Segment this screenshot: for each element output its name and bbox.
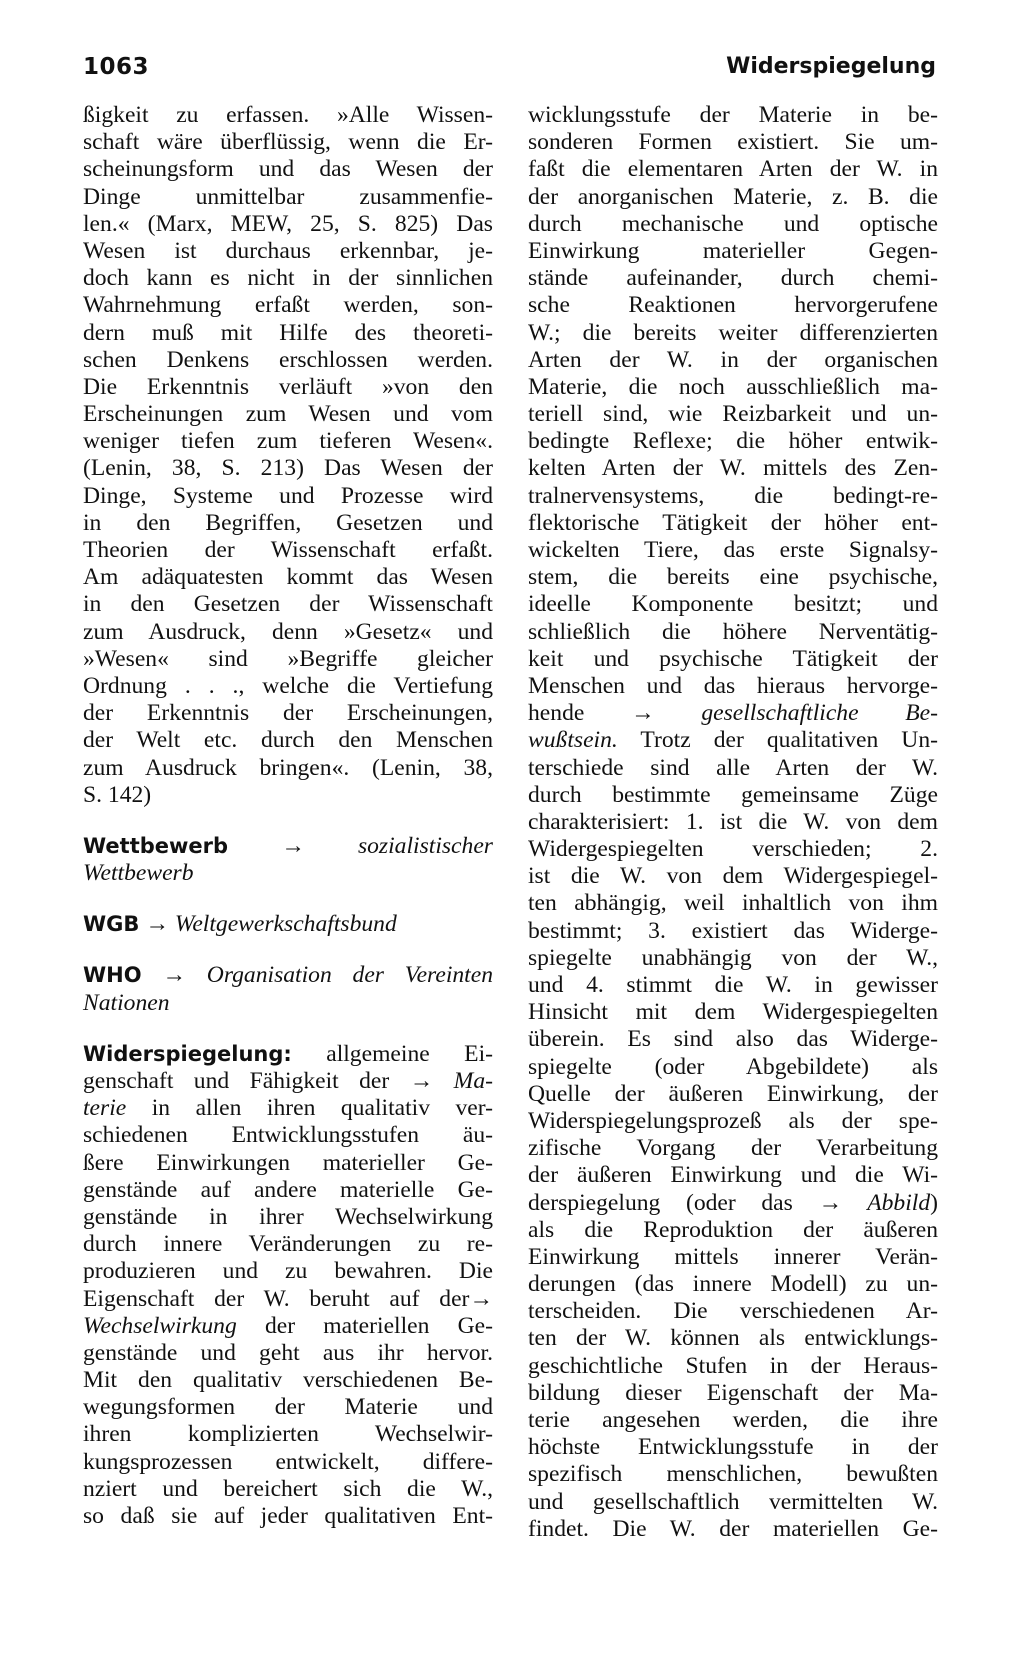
text-line: terscheiden. Die verschiedenen Ar-	[528, 1298, 938, 1325]
text-line: Am adäquatesten kommt das Wesen	[83, 564, 493, 591]
text-line: kungsprozessen entwickelt, differe-	[83, 1448, 493, 1475]
text-line: schiedenen Entwicklungsstufen äu-	[83, 1122, 493, 1149]
text-line: Theorien der Wissenschaft erfaßt.	[83, 537, 493, 563]
entry-widerspiegelung	[83, 1041, 493, 1530]
text-line: (Lenin, 38, S. 213) Das Wesen der	[83, 455, 493, 482]
text-line: terschiede sind alle Arten der W.	[528, 754, 938, 781]
text-line: stände aufeinander, durch chemi-	[528, 265, 938, 292]
arrow-icon: →	[631, 700, 655, 727]
text-line: Einwirkung mittels innerer Verän-	[528, 1243, 938, 1270]
text-line: in den Gesetzen der Wissenschaft	[83, 591, 493, 618]
text-line: ist die W. von dem Widergespiegel-	[528, 863, 938, 890]
cross-reference: Organisation der Vereinten	[206, 962, 493, 989]
text-line: durch bestimmte gemeinsame Züge	[528, 781, 938, 808]
entry-keyword: WHO	[83, 963, 142, 988]
arrow-icon: →	[409, 1068, 434, 1094]
text-line: Mit den qualitativ verschiedenen Be-	[83, 1367, 493, 1394]
text-line: nziert und bereichert sich die W.,	[83, 1475, 493, 1502]
text-line: allgemeine Ei-	[291, 1040, 493, 1067]
text-line: spiegelte unabhängig von der W.,	[528, 944, 938, 971]
cross-reference: wußtsein.	[528, 727, 618, 754]
cross-reference: Weltgewerkschaftsbund	[174, 911, 397, 938]
text-line: W.; die bereits weiter differenzierten	[528, 319, 938, 346]
text-line: ideelle Komponente besitzt; und	[528, 591, 938, 618]
text-line: und gesellschaftlich vermittelten W.	[528, 1488, 938, 1515]
arrow-icon: →	[281, 832, 305, 859]
cross-reference: Wechselwirkung	[83, 1312, 237, 1339]
text-line: zifische Vorgang der Verarbeitung	[528, 1135, 938, 1162]
entry-who	[83, 962, 493, 1016]
cross-reference: Ma-	[433, 1068, 493, 1094]
text-line: durch innere Veränderungen zu re-	[83, 1231, 493, 1258]
text-line: Arten der W. in der organischen	[528, 346, 938, 373]
text-line: Widergespiegelten verschieden; 2.	[528, 836, 938, 863]
text-line: ßere Einwirkungen materieller Ge-	[83, 1149, 493, 1176]
text-line: Dinge, Systeme und Prozesse wird	[83, 482, 493, 509]
text-line: schaft wäre überflüssig, wenn die Er-	[83, 129, 493, 156]
cross-reference: Wettbewerb	[83, 860, 194, 887]
text-line: Erscheinungen zum Wesen und vom	[83, 401, 493, 428]
cross-reference: gesellschaftliche Be-	[654, 700, 938, 727]
text-line: bildung dieser Eigenschaft der Ma-	[528, 1379, 938, 1406]
text-line: findet. Die W. der materiellen Ge-	[528, 1515, 938, 1542]
text-line: spezifisch menschlichen, bewußten	[528, 1461, 938, 1488]
text-line: bedingte Reflexe; die höher entwik-	[528, 428, 938, 455]
continuation-paragraph	[83, 102, 493, 809]
text-line: tralnervensystems, die bedingt-re-	[528, 482, 938, 509]
text-line: in den Begriffen, Gesetzen und	[83, 509, 493, 536]
running-head: Widerspiegelung	[726, 54, 936, 79]
text-line: derspiegelung (oder das	[528, 1189, 819, 1216]
text-line: spiegelte (oder Abgebildete) als	[528, 1053, 938, 1080]
text-line: Quelle der äußeren Einwirkung, der	[528, 1080, 938, 1107]
entry-keyword: WGB	[83, 912, 140, 937]
text-line: hende	[528, 700, 632, 727]
text-line: dern muß mit Hilfe des theoreti-	[83, 319, 493, 346]
entry-wgb	[83, 911, 493, 938]
text-line: Materie, die noch ausschließlich ma-	[528, 373, 938, 400]
text-line: kelten Arten der W. mittels des Zen-	[528, 455, 938, 482]
text-line: genstände und geht aus ihr hervor.	[83, 1339, 493, 1366]
text-line: wickelten Tiere, das erste Signalsy-	[528, 537, 938, 563]
arrow-icon: →	[818, 1189, 843, 1216]
text-line: als die Reproduktion der äußeren	[528, 1216, 938, 1243]
text-line: teriell sind, wie Reizbarkeit und un-	[528, 401, 938, 428]
page-number: 1063	[83, 54, 150, 80]
arrow-icon: →	[145, 911, 169, 938]
text-line: S. 142)	[83, 781, 152, 808]
text-line: derungen (das innere Modell) zu un-	[528, 1271, 938, 1298]
text-line: Hinsicht mit dem Widergespiegelten	[528, 999, 938, 1026]
text-line: Widerspiegelungsprozeß als der spe-	[528, 1107, 938, 1134]
text-line: Trotz der qualitativen Un-	[617, 727, 938, 754]
text-line: sche Reaktionen hervorgerufene	[528, 292, 938, 319]
text-line: stem, die bereits eine psychische,	[528, 564, 938, 591]
text-line: Wahrnehmung erfaßt werden, son-	[83, 292, 493, 319]
text-line: bestimmt; 3. existiert das Widerge-	[528, 917, 938, 944]
text-line: der äußeren Einwirkung und die Wi-	[528, 1162, 938, 1189]
cross-reference: Nationen	[83, 989, 170, 1016]
text-line: Eigenschaft der W. beruht auf der	[83, 1285, 470, 1312]
text-line: überein. Es sind also das Widerge-	[528, 1026, 938, 1053]
text-line: höchste Entwicklungsstufe in der	[528, 1434, 938, 1461]
text-line: schließlich die höhere Nerventätig-	[528, 618, 938, 645]
text-line: der Welt etc. durch den Menschen	[83, 727, 493, 754]
text-line: charakterisiert: 1. ist die W. von dem	[528, 808, 938, 835]
arrow-icon: →	[162, 962, 186, 989]
text-line: in allen ihren qualitativ ver-	[126, 1095, 493, 1122]
text-line: )	[930, 1189, 938, 1216]
text-line: flektorische Tätigkeit der höher ent-	[528, 509, 938, 536]
text-line: Ordnung . . ., welche die Vertiefung	[83, 672, 493, 699]
text-line: Die Erkenntnis verläuft »von den	[83, 373, 493, 400]
text-line: ihren komplizierten Wechselwir-	[83, 1421, 493, 1448]
text-line: der Erkenntnis der Erscheinungen,	[83, 700, 493, 727]
cross-reference: Abbild	[842, 1189, 931, 1216]
left-column	[83, 102, 493, 1530]
arrow-icon: →	[469, 1285, 493, 1312]
text-line: Einwirkung materieller Gegen-	[528, 237, 938, 264]
text-line: ten abhängig, weil inhaltlich von ihm	[528, 890, 938, 917]
text-line: doch kann es nicht in der sinnlichen	[83, 265, 493, 292]
text-line: wegungsformen der Materie und	[83, 1394, 493, 1421]
text-line: durch mechanische und optische	[528, 210, 938, 237]
text-line: terie angesehen werden, die ihre	[528, 1407, 938, 1433]
text-line: len.« (Marx, MEW, 25, S. 825) Das	[83, 210, 493, 237]
text-line: geschichtliche Stufen in der Heraus-	[528, 1352, 938, 1379]
text-line: »Wesen« sind »Begriffe gleicher	[83, 645, 493, 672]
text-line: ten der W. können als entwicklungs-	[528, 1325, 938, 1352]
text-line: keit und psychische Tätigkeit der	[528, 645, 938, 672]
text-line: zum Ausdruck, denn »Gesetz« und	[83, 618, 493, 645]
text-line: scheinungsform und das Wesen der	[83, 156, 493, 183]
entry-keyword: Widerspiegelung:	[83, 1041, 292, 1066]
entry-keyword: Wettbewerb	[83, 833, 229, 858]
text-line: wicklungsstufe der Materie in be-	[528, 102, 938, 128]
entry-wettbewerb	[83, 833, 493, 887]
right-column	[528, 102, 938, 1543]
text-line: genstände in ihrer Wechselwirkung	[83, 1203, 493, 1230]
cross-reference: sozialistischer	[357, 832, 493, 859]
text-line: produzieren und zu bewahren. Die	[83, 1258, 493, 1285]
cross-reference: terie	[83, 1095, 127, 1122]
text-line: und 4. stimmt die W. in gewisser	[528, 972, 938, 998]
text-line: Menschen und das hieraus hervorge-	[528, 672, 938, 699]
text-line: genstände auf andere materielle Ge-	[83, 1176, 493, 1203]
text-line: ßigkeit zu erfassen. »Alle Wissen-	[83, 102, 493, 128]
text-line: zum Ausdruck bringen«. (Lenin, 38,	[83, 754, 493, 781]
text-line: schen Denkens erschlossen werden.	[83, 346, 493, 373]
text-line: Wesen ist durchaus erkennbar, je-	[83, 237, 493, 264]
text-line: so daß sie auf jeder qualitativen Ent-	[83, 1503, 493, 1529]
text-line: der materiellen Ge-	[236, 1312, 493, 1339]
text-line: sonderen Formen existiert. Sie um-	[528, 129, 938, 156]
text-line: genschaft und Fähigkeit der	[83, 1068, 410, 1094]
text-line: Dinge unmittelbar zusammenfie-	[83, 183, 493, 210]
text-line: der anorganischen Materie, z. B. die	[528, 183, 938, 210]
text-line: weniger tiefen zum tieferen Wesen«.	[83, 428, 493, 455]
text-line: faßt die elementaren Arten der W. in	[528, 156, 938, 183]
